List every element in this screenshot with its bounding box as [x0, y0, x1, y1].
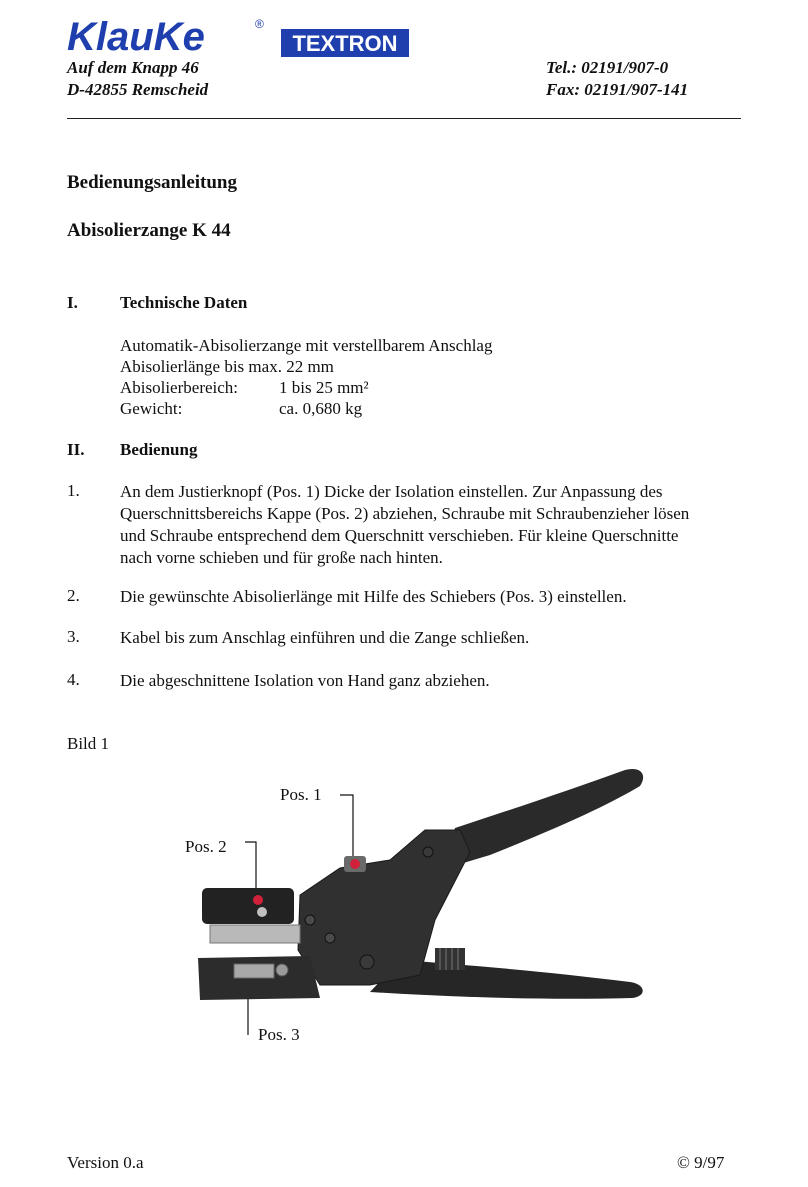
spec-line-1: Automatik-Abisolierzange mit verstellbarem Anschlag	[120, 336, 493, 355]
pos-2-label: Pos. 2	[185, 837, 227, 856]
spring-coil	[435, 948, 465, 970]
cross-section-cap[interactable]	[202, 888, 294, 924]
step-2-text: Die gewünschte Abisolierlänge mit Hilfe des Schiebers (Pos. 3) einstellen.	[120, 587, 627, 606]
step-1-line: An dem Justierknopf (Pos. 1) Dicke der Isolation einstellen. Zur Anpassung des	[120, 482, 663, 501]
pos-2-leader	[245, 842, 256, 888]
phone-number: Tel.: 02191/907-0	[546, 58, 669, 77]
pos-1-leader	[340, 795, 353, 860]
step-4-number: 4.	[67, 670, 80, 689]
document-subtitle: Abisolierzange K 44	[67, 220, 231, 241]
figure-caption: Bild 1	[67, 734, 110, 753]
fax-number: Fax: 02191/907-141	[546, 80, 689, 99]
brand-wordmark: KlauKe	[67, 15, 205, 59]
adjustment-knob[interactable]	[344, 856, 366, 872]
upper-jaw-blade	[210, 925, 300, 943]
upper-handle	[440, 769, 643, 870]
klauke-textron-logo	[67, 14, 417, 60]
pivot-screw	[305, 915, 315, 925]
spec-range-value: 1 bis 25 mm²	[279, 378, 369, 397]
stripping-tool-illustration	[170, 760, 670, 1060]
step-1-text	[120, 481, 689, 569]
header-divider	[67, 118, 741, 119]
copyright-label: © 9/97	[677, 1153, 725, 1172]
version-label: Version 0.a	[67, 1153, 144, 1172]
address-line-1: Auf dem Knapp 46	[67, 58, 199, 77]
step-1-line: nach vorne schieben und für große nach hinten.	[120, 548, 443, 567]
spec-weight-value: ca. 0,680 kg	[279, 399, 363, 418]
document-title: Bedienungsanleitung	[67, 172, 237, 193]
section-2-heading: Bedienung	[120, 440, 198, 459]
step-1-number: 1.	[67, 481, 80, 500]
address-line-2: D-42855 Remscheid	[67, 80, 209, 99]
spec-line-2: Abisolierlänge bis max. 22 mm	[120, 357, 334, 376]
step-2-number: 2.	[67, 586, 80, 605]
step-4-text: Die abgeschnittene Isolation von Hand ganz abziehen.	[120, 671, 490, 690]
step-1-line: Querschnittsbereichs Kappe (Pos. 2) abziehen, Schraube mit Schraubenzieher lösen	[120, 504, 690, 523]
section-1-heading: Technische Daten	[120, 293, 248, 312]
pivot-screw	[360, 955, 374, 969]
spec-range-label: Abisolierbereich:	[120, 378, 239, 397]
pivot-screw	[423, 847, 433, 857]
spec-weight-label: Gewicht:	[120, 399, 183, 418]
pivot-screw	[325, 933, 335, 943]
registered-mark: ®	[255, 17, 264, 31]
section-2-number: II.	[67, 440, 85, 459]
pos-3-label: Pos. 3	[258, 1025, 300, 1044]
section-1-number: I.	[67, 293, 78, 312]
length-slider[interactable]	[234, 964, 288, 978]
step-3-number: 3.	[67, 627, 80, 646]
step-3-text: Kabel bis zum Anschlag einführen und die Zange schließen.	[120, 628, 530, 647]
textron-wordmark: TEXTRON	[292, 31, 398, 56]
pos-1-label: Pos. 1	[280, 785, 322, 804]
step-1-line: und Schraube entsprechend dem Querschnitt verschieben. Für kleine Querschnitte	[120, 526, 679, 545]
